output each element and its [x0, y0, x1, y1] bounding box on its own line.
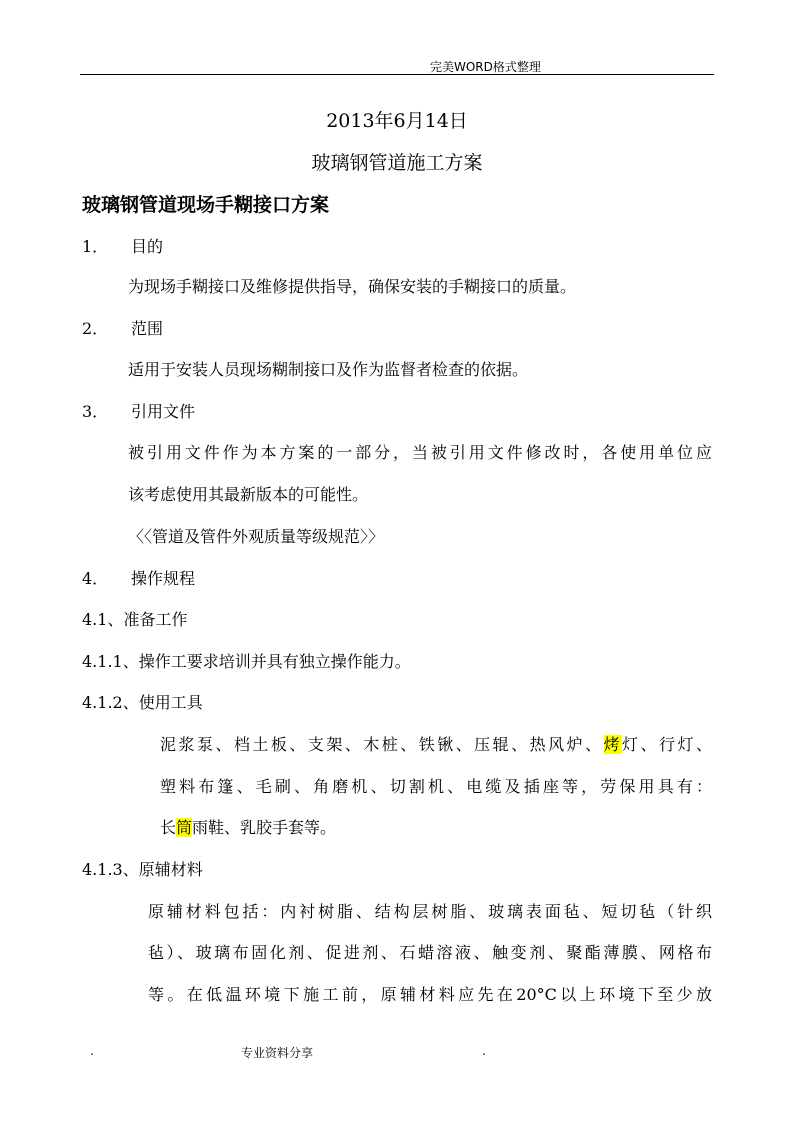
subsection-4-1-3: 4.1.3、原辅材料: [82, 860, 203, 879]
materials-line-1: 原辅材料包括：内衬树脂、结构层树脂、玻璃表面毡、短切毡（针织: [148, 902, 712, 921]
section-4-number: 4．: [82, 569, 109, 588]
doc-title: 玻璃钢管道施工方案: [311, 152, 483, 174]
page-header: 完美WORD格式整理: [430, 60, 541, 74]
section-3-title: 引用文件: [131, 402, 196, 421]
subsection-4-1: 4.1、准备工作: [82, 610, 188, 629]
section-1-title: 目的: [131, 237, 164, 256]
subsection-4-1-2: 4.1.2、使用工具: [82, 693, 203, 712]
header-rule: [80, 74, 714, 75]
section-4-title: 操作规程: [131, 569, 196, 588]
tools-line-3: 长筒雨鞋、乳胶手套等。: [160, 818, 337, 837]
section-3-body-line-1: 被引用文件作为本方案的一部分，当被引用文件修改时，各使用单位应: [128, 443, 712, 462]
highlighted-char: 烤: [603, 735, 623, 754]
section-1-number: 1．: [82, 237, 109, 256]
tools-line-1: 泥浆泵、档土板、支架、木桩、铁锹、压辊、热风炉、烤灯、行灯、: [160, 735, 712, 754]
materials-line-2: 毡）、玻璃布固化剂、促进剂、石蜡溶液、触变剂、聚酯薄膜、网格布: [148, 943, 712, 962]
section-1-body: 为现场手糊接口及维修提供指导，确保安装的手糊接口的质量。: [128, 277, 577, 296]
section-2-number: 2．: [82, 319, 109, 338]
doc-date: 2013年6月14日: [326, 110, 468, 132]
footer-dot-left: .: [90, 1044, 94, 1058]
section-3-number: 3．: [82, 402, 109, 421]
section-2-body: 适用于安装人员现场糊制接口及作为监督者检查的依据。: [128, 360, 529, 379]
footer-dot-right: .: [482, 1044, 486, 1058]
page-footer: 专业资料分享: [241, 1046, 314, 1060]
doc-subtitle: 玻璃钢管道现场手糊接口方案: [82, 194, 330, 216]
subsection-4-1-1: 4.1.1、操作工要求培训并具有独立操作能力。: [82, 652, 411, 671]
materials-line-3: 等。在低温环境下施工前，原辅材料应先在20°C以上环境下至少放: [148, 985, 712, 1004]
tools-line-2: 塑料布篷、毛刷、角磨机、切割机、电缆及插座等，劳保用具有：: [160, 777, 712, 796]
highlighted-char: 筒: [176, 818, 193, 837]
section-3-reference: 〈〈管道及管件外观质量等级规范〉〉: [128, 527, 385, 546]
section-2-title: 范围: [131, 319, 164, 338]
section-3-body-line-2: 该考虑使用其最新版本的可能性。: [128, 485, 369, 504]
